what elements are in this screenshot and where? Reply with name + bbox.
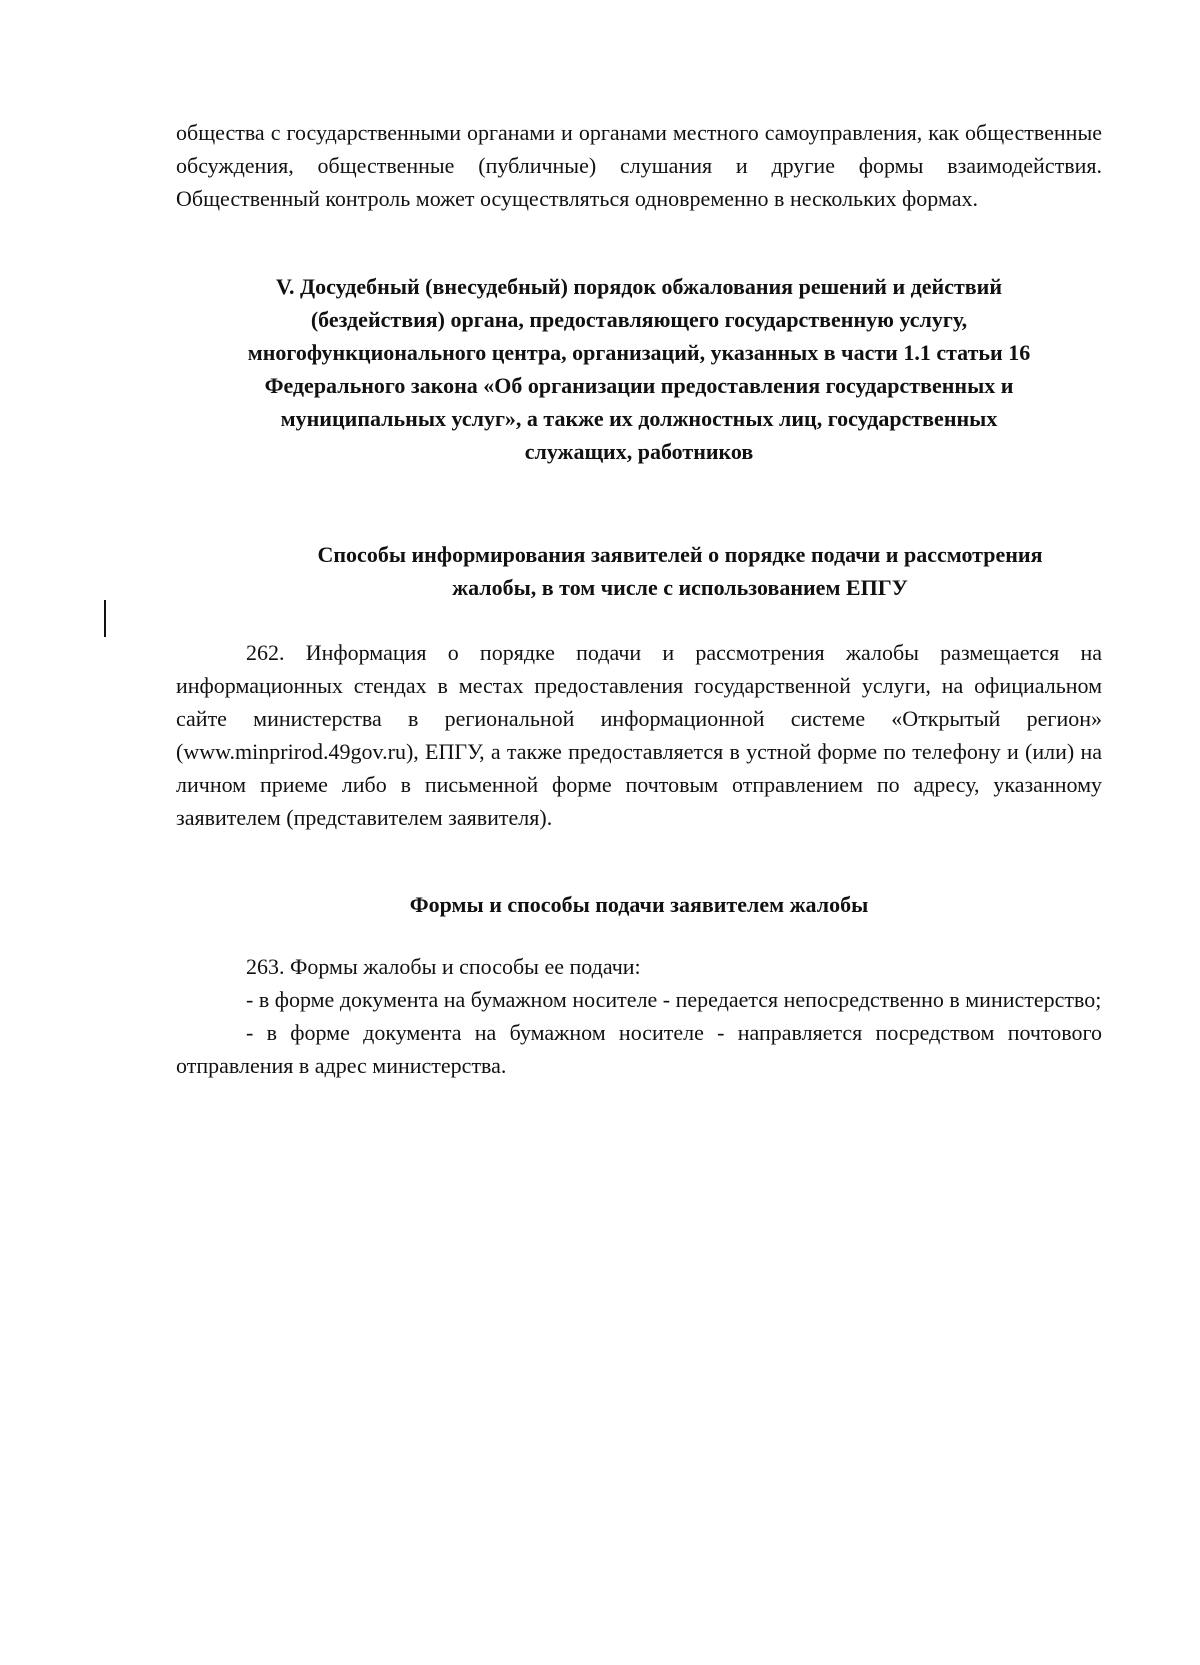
section-v-heading-line: (бездействия) органа, предоставляющего государственную услугу, [310,307,968,332]
informing-heading [230,538,1130,604]
paragraph-263 [176,950,1102,1082]
margin-change-bar [104,600,106,637]
section-v-heading [176,270,1102,468]
intro-paragraph: общества с государственными органами и органами местного самоуправления, как общественные обсуждения, общественные (публичные) слушания и другие формы взаимодействия. Общественный контроль может осуществляться одновременно в нескольких формах. [176,120,1102,211]
forms-heading: Формы и способы подачи заявителем жалобы [409,892,869,917]
section-v-heading-line: муниципальных услуг», а также их должностных лиц, государственных [280,406,998,431]
section-v-heading-line: Федерального закона «Об организации предоставления государственных и [264,373,1014,398]
paragraph-263-item: - в форме документа на бумажном носителе - направляется посредством почтового отправления в адрес министерства. [176,1020,1102,1078]
section-v-heading-line: V. Досудебный (внесудебный) порядок обжалования решений и действий [275,274,1002,299]
paragraph-263-item: - в форме документа на бумажном носителе - передается непосредственно в министерство; [246,987,1102,1012]
paragraph-262: 262. Информация о порядке подачи и рассмотрения жалобы размещается на информационных стендах в местах предоставления государственной услуги, на официальном сайте министерства в региональной информационной системе «Открытый регион» (www.minprirod.49gov.ru), ЕПГУ, а также предоставляется в устной форме по телефону и (или) на личном приеме либо в письменной форме почтовым отправлением по адресу, указанному заявителем (представителем заявителя). [176,640,1102,830]
section-v-heading-line: многофункционального центра, организаций, указанных в части 1.1 статьи 16 [247,340,1031,365]
informing-heading-line: Способы информирования заявителей о порядке подачи и рассмотрения [317,542,1043,567]
paragraph-263-intro: 263. Формы жалобы и способы ее подачи: [246,954,641,979]
informing-heading-line: жалобы, в том числе с использованием ЕПГУ [452,575,908,600]
section-v-heading-line: служащих, работников [524,439,754,464]
